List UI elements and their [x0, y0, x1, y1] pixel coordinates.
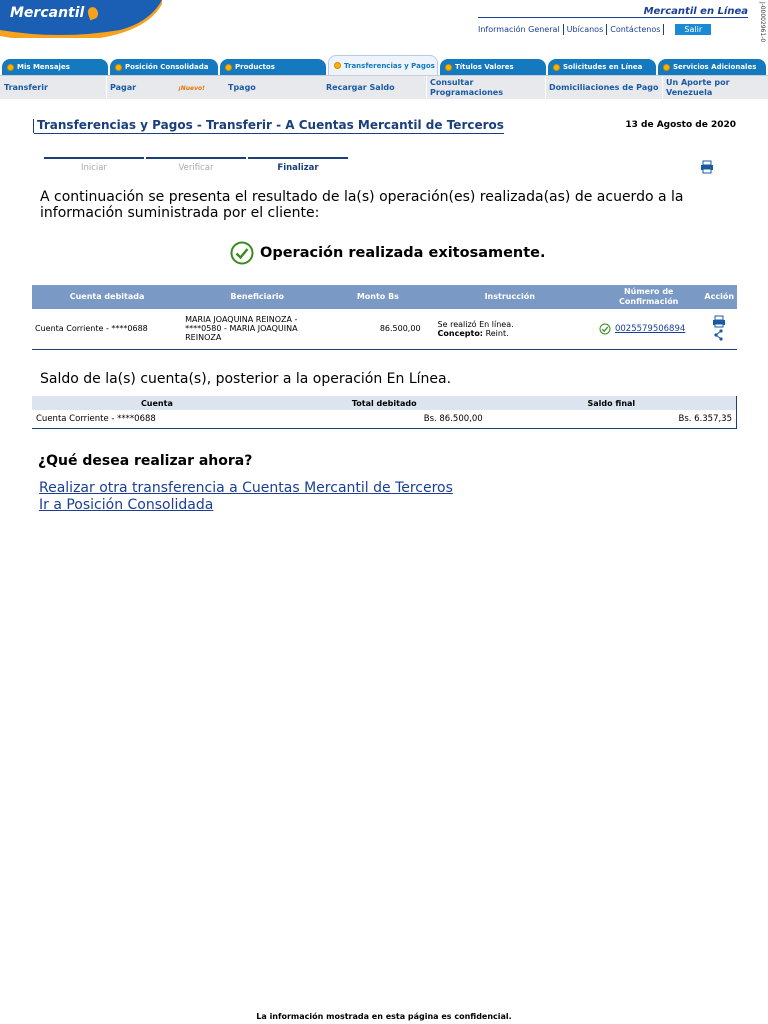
- col-accion: Acción: [701, 285, 737, 309]
- tab-dot-icon: [334, 62, 341, 69]
- instruccion-text: Se realizó En línea.: [437, 319, 514, 329]
- link-ubicanos[interactable]: Ubícanos: [566, 25, 604, 34]
- nuevo-badge: ¡Nuevo!: [178, 85, 205, 92]
- col-instruccion: Instrucción: [424, 285, 596, 309]
- subnav-consultar-programaciones[interactable]: Consultar Programaciones: [426, 76, 544, 100]
- concepto-label: Concepto:: [437, 328, 484, 338]
- tab-label: Mis Mensajes: [17, 63, 70, 71]
- tab-label: Servicios Adicionales: [673, 63, 757, 71]
- cell-confirmacion: [596, 309, 701, 349]
- print-share-icon[interactable]: [711, 315, 727, 341]
- saldo-cell-total: Bs. 86.500,00: [423, 413, 483, 424]
- brand-divider: [478, 17, 748, 18]
- step-verificar: Verificar: [146, 157, 246, 173]
- tab-dot-icon: [115, 64, 122, 71]
- cell-beneficiario: MARIA JOAQUINA REINOZA - ****0580 - MARIA JOAQUINA REINOZA: [185, 315, 298, 343]
- logo[interactable]: [0, 0, 162, 38]
- tab-productos[interactable]: [220, 59, 326, 75]
- col-monto: Monto Bs: [332, 285, 423, 309]
- main-tabs: [0, 58, 768, 75]
- cell-instruccion: [424, 309, 596, 349]
- cell-cuenta: Cuenta Corriente - ****0688: [35, 324, 148, 334]
- success-message: [230, 241, 546, 265]
- tab-dot-icon: [663, 64, 670, 71]
- saldo-table: [32, 396, 737, 429]
- link-otra-transferencia[interactable]: Realizar otra transferencia a Cuentas Mercantil de Terceros: [39, 480, 453, 496]
- link-posicion-consolidada[interactable]: Ir a Posición Consolidada: [39, 497, 214, 513]
- step-finalizar: Finalizar: [248, 157, 348, 173]
- concepto-line: [438, 329, 593, 338]
- tab-servicios-adicionales[interactable]: [658, 59, 766, 75]
- success-text: Operación realizada exitosamente.: [260, 245, 546, 261]
- confirmation-link[interactable]: [599, 323, 698, 335]
- link-informacion-general[interactable]: Información General: [478, 25, 560, 34]
- tab-dot-icon: [225, 64, 232, 71]
- saldo-header-row: [32, 396, 737, 410]
- page-date: 13 de Agosto de 2020: [625, 120, 736, 130]
- tab-solicitudes-en-linea[interactable]: [548, 59, 656, 75]
- step-iniciar: Iniciar: [44, 157, 144, 173]
- tab-mis-mensajes[interactable]: [2, 59, 108, 75]
- page-title: Transferencias y Pagos - Transferir - A Cuentas Mercantil de Terceros: [34, 118, 504, 134]
- subnav-recargar-saldo[interactable]: Recargar Saldo: [326, 83, 395, 92]
- col-saldo-final: Saldo final: [487, 396, 737, 410]
- tab-posicion-consolidada[interactable]: [110, 59, 218, 75]
- check-circle-icon: [230, 241, 254, 265]
- subnav-domiciliaciones[interactable]: Domiciliaciones de Pago: [545, 76, 661, 100]
- results-table: [32, 285, 737, 350]
- saldo-cell-cuenta: Cuenta Corriente - ****0688: [36, 413, 156, 424]
- saldo-label: Saldo de la(s) cuenta(s), posterior a la operación En Línea.: [40, 371, 452, 387]
- col-total-debitado: Total debitado: [282, 396, 487, 410]
- tab-label: Títulos Valores: [455, 63, 514, 71]
- col-confirmacion: Número de Confirmación: [596, 285, 701, 309]
- subnav-tpago[interactable]: Tpago: [228, 83, 256, 92]
- table-row: [32, 309, 737, 349]
- tab-label: Posición Consolidada: [125, 63, 209, 71]
- table-row: [32, 410, 737, 428]
- check-circle-icon: [599, 323, 611, 335]
- tab-titulos-valores[interactable]: [440, 59, 546, 75]
- cell-accion: [701, 309, 737, 349]
- link-contactenos[interactable]: Contáctenos: [610, 25, 661, 34]
- top-links: [478, 24, 711, 35]
- separator: [663, 24, 664, 35]
- subnav-aporte-venezuela[interactable]: Un Aporte por Venezuela: [662, 76, 766, 100]
- saldo-cell-final: Bs. 6.357,35: [678, 413, 732, 424]
- separator: [563, 24, 564, 35]
- subnav-pagar[interactable]: Pagar: [106, 76, 226, 100]
- next-action-question: ¿Qué desea realizar ahora?: [38, 453, 253, 469]
- tab-transferencias-y-pagos[interactable]: [328, 55, 438, 75]
- tab-label: Solicitudes en Línea: [563, 63, 643, 71]
- separator: [606, 24, 607, 35]
- tab-dot-icon: [553, 64, 560, 71]
- footer-notice: La información mostrada en esta página es confidencial.: [256, 1012, 512, 1021]
- tab-label: Transferencias y Pagos: [344, 61, 435, 70]
- sub-navigation: [0, 75, 768, 99]
- side-code: J-00002961-0: [759, 2, 766, 43]
- results-header-row: [32, 285, 737, 309]
- subnav-transferir[interactable]: Transferir: [4, 83, 48, 92]
- concepto-value: Reint.: [485, 328, 509, 338]
- tab-label: Productos: [235, 63, 275, 71]
- tab-dot-icon: [7, 64, 14, 71]
- print-icon[interactable]: [700, 160, 714, 174]
- cell-monto: 86.500,00: [379, 324, 421, 334]
- intro-text: A continuación se presenta el resultado de la(s) operación(es) realizada(as) de acuerdo a la información suministrada por el cliente:: [40, 189, 684, 221]
- tab-dot-icon: [445, 64, 452, 71]
- confirmation-number: 0025579506894: [614, 323, 686, 334]
- col-cuenta: Cuenta: [32, 396, 282, 410]
- brand-title: Mercantil en Línea: [643, 6, 748, 17]
- salir-button[interactable]: Salir: [675, 24, 711, 35]
- col-cuenta-debitada: Cuenta debitada: [32, 285, 182, 309]
- col-beneficiario: Beneficiario: [182, 285, 332, 309]
- logo-text: Mercantil: [10, 5, 85, 21]
